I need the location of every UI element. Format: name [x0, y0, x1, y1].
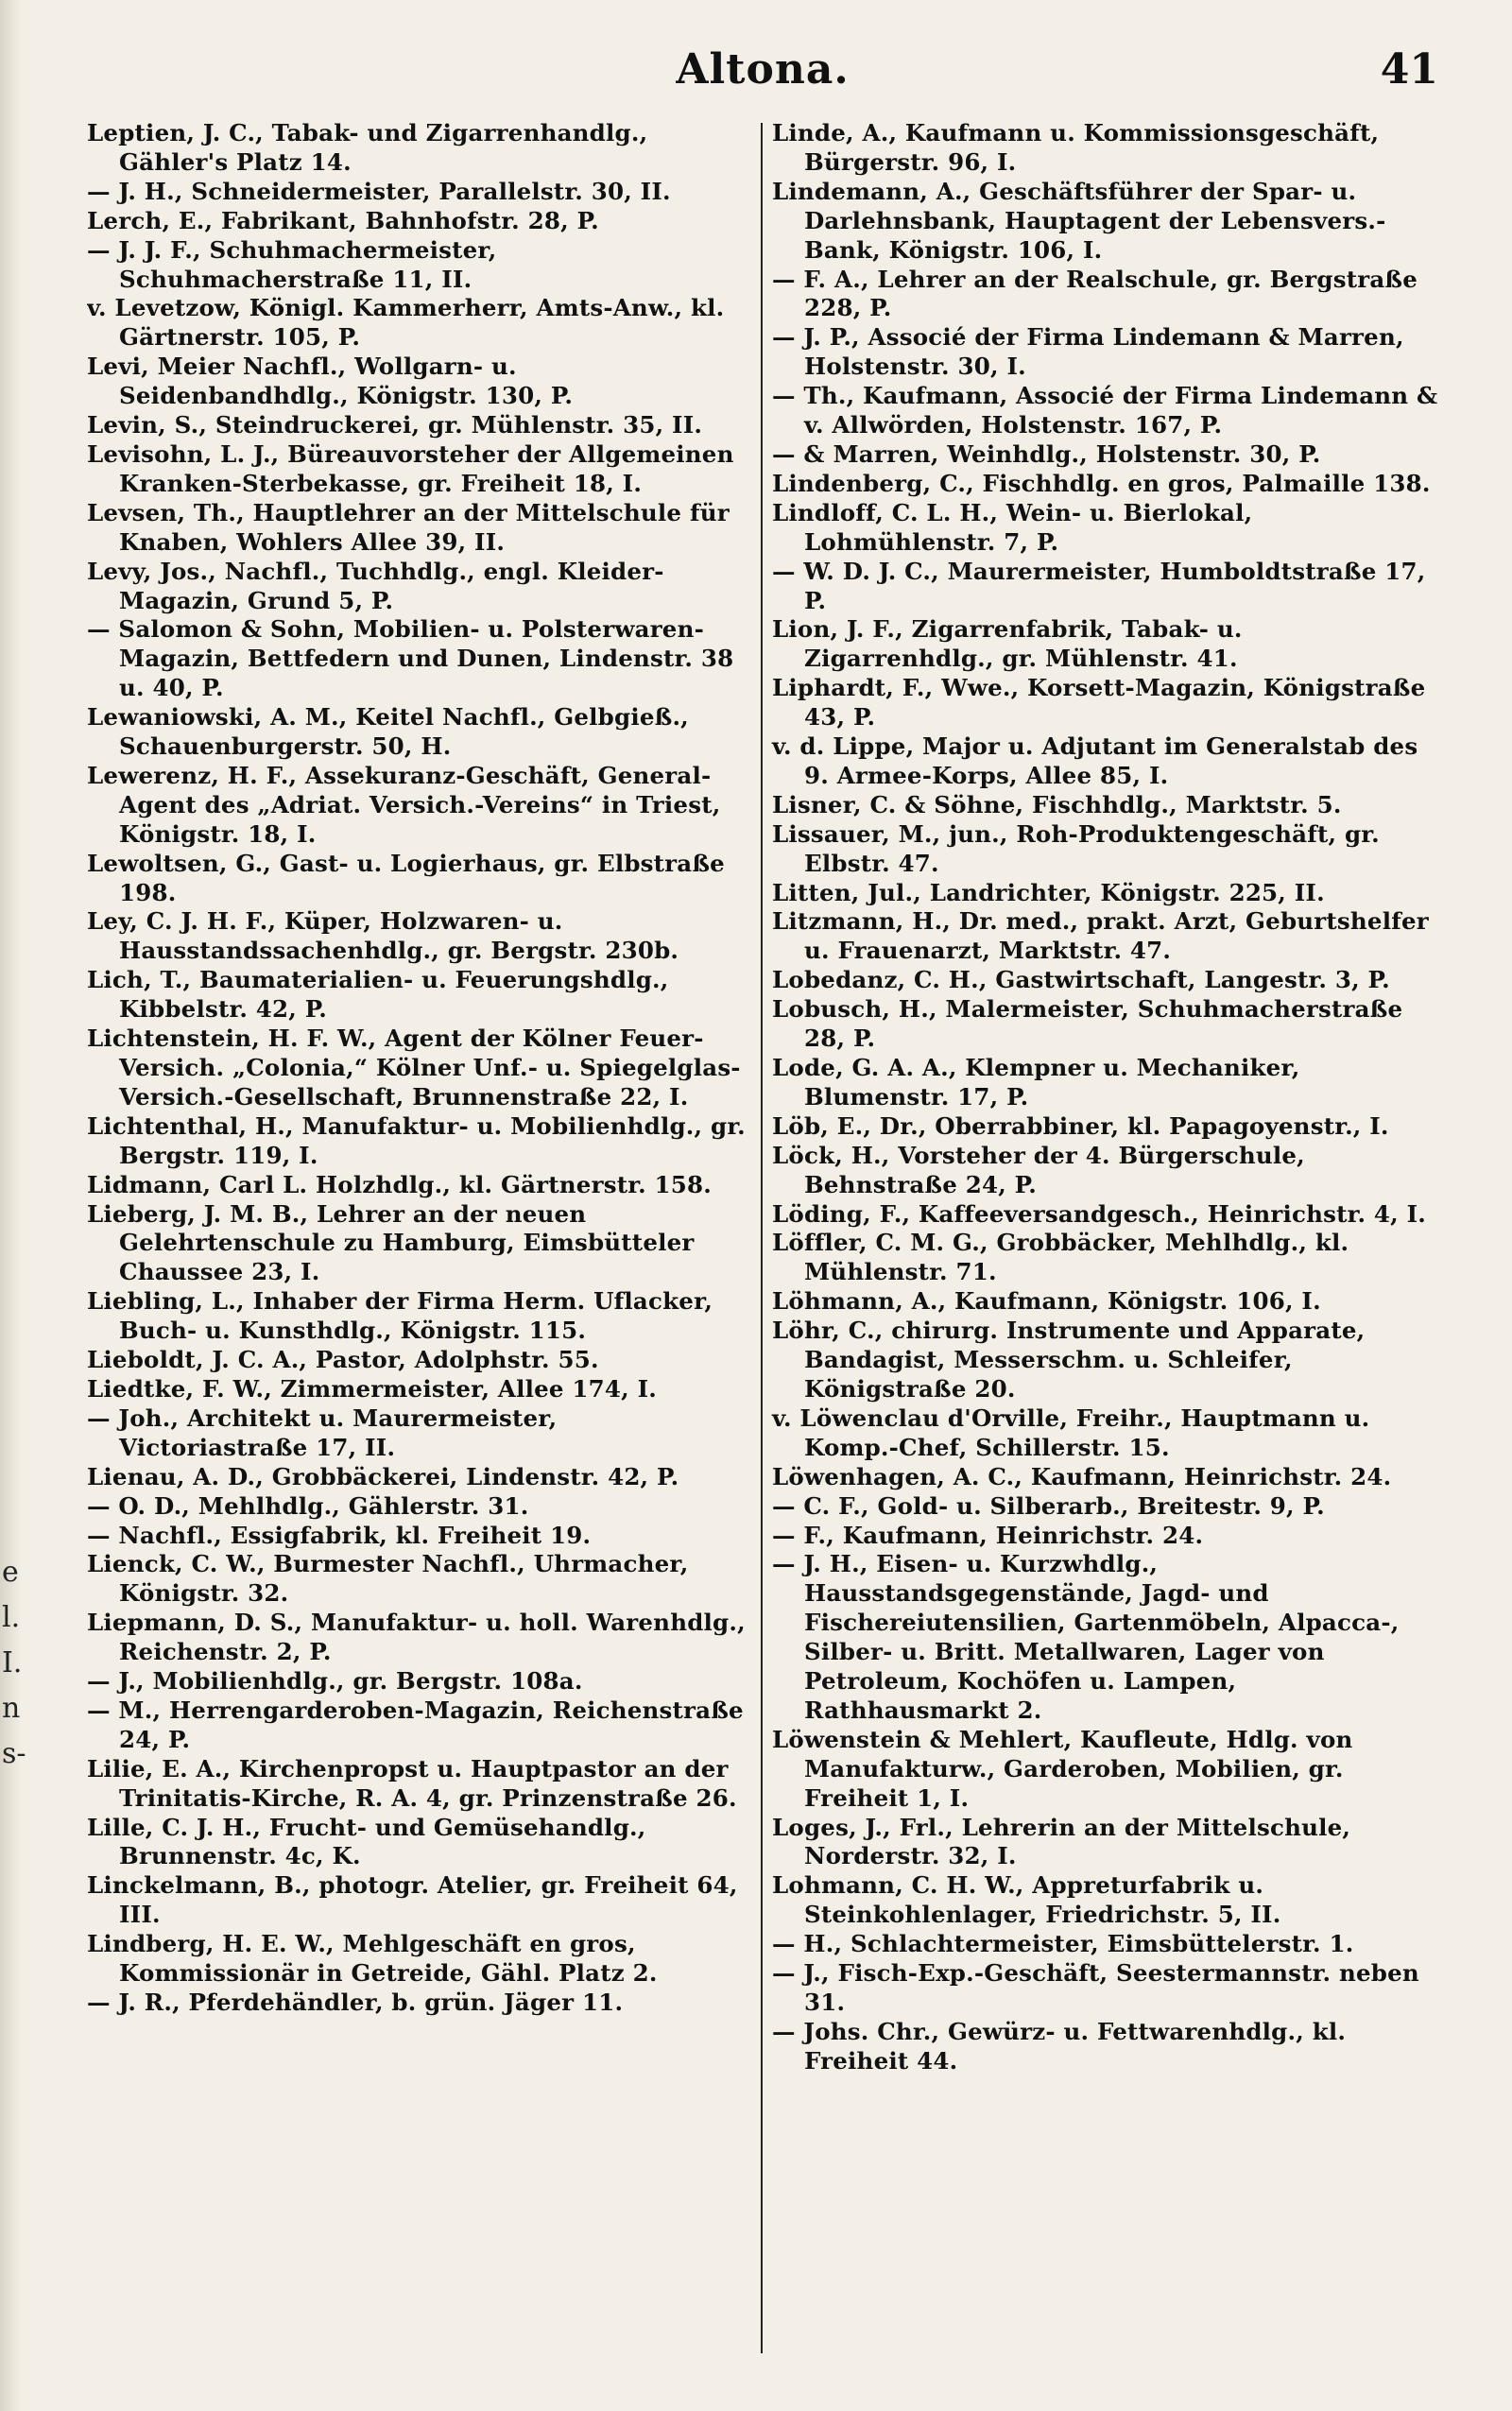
directory-entry: — & Marren, Weinhdlg., Holstenstr. 30, P.: [771, 439, 1321, 468]
directory-entry: — H., Schlachtermeister, Eimsbüttelerstr. 1.: [771, 1930, 1354, 1958]
directory-entry: v. Levetzow, Königl. Kammerherr, Amts-Anw., kl. Gärtnerstr. 105, P.: [87, 294, 725, 352]
directory-entry: Linckelmann, B., photogr. Atelier, gr. Freiheit 64, III.: [87, 1871, 738, 1929]
directory-entry: — J. H., Schneidermeister, Parallelstr. 30, II.: [87, 177, 671, 205]
directory-entry: Lohmann, C. H. W., Appreturfabrik u. Steinkohlenlager, Friedrichstr. 5, II.: [771, 1871, 1281, 1929]
directory-entry: Liedtke, F. W., Zimmermeister, Allee 174, I.: [87, 1374, 658, 1403]
margin-mark: l.: [2, 1601, 21, 1634]
directory-entry: Lilie, E. A., Kirchenpropst u. Hauptpastor an der Trinitatis-Kirche, R. A. 4, gr. Prinzenstraße 26.: [87, 1754, 737, 1812]
directory-entry: Lieboldt, J. C. A., Pastor, Adolphstr. 55.: [87, 1346, 599, 1374]
page-number: 41: [1380, 45, 1438, 94]
directory-entry: Lindenberg, C., Fischhdlg. en gros, Palmaille 138.: [771, 469, 1431, 497]
entry-columns: [87, 119, 1438, 2368]
directory-entry: Lissauer, M., jun., Roh-Produktengeschäft, gr. Elbstr. 47.: [771, 819, 1380, 877]
directory-entry: — W. D. J. C., Maurermeister, Humboldtstraße 17, P.: [771, 557, 1426, 614]
directory-entry: Löck, H., Vorsteher der 4. Bürgerschule, Behnstraße 24, P.: [771, 1141, 1305, 1198]
directory-entry: Lobedanz, C. H., Gastwirtschaft, Langestr. 3, P.: [771, 966, 1390, 994]
margin-mark: n: [2, 1692, 21, 1725]
directory-entry: Lindberg, H. E. W., Mehlgeschäft en gros, Kommissionär in Getreide, Gähl. Platz 2.: [87, 1930, 658, 1988]
directory-entry: Lieberg, J. M. B., Lehrer an der neuen Gelehrtenschule zu Hamburg, Eimsbütteler Chaussee 23, I.: [87, 1199, 695, 1286]
directory-entry: Löhr, C., chirurg. Instrumente und Apparate, Bandagist, Messerschm. u. Schleifer, Königstraße 20.: [771, 1317, 1366, 1403]
directory-entry: Lewerenz, H. F., Assekuranz-Geschäft, General-Agent des „Adriat. Versich.-Vereins“ in Triest, Königstr. 18, I.: [87, 761, 721, 848]
directory-entry: Liepmann, D. S., Manufaktur- u. holl. Warenhdlg., Reichenstr. 2, P.: [87, 1609, 746, 1666]
directory-entry: Ley, C. J. H. F., Küper, Holzwaren- u. Hausstandssachenhdlg., gr. Bergstr. 230b.: [87, 907, 679, 965]
directory-entry: Litten, Jul., Landrichter, Königstr. 225, II.: [771, 878, 1325, 906]
directory-entry: Lisner, C. & Söhne, Fischhdlg., Marktstr. 5.: [771, 790, 1342, 818]
directory-entry: Lobusch, H., Malermeister, Schuhmacherstraße 28, P.: [771, 995, 1403, 1053]
directory-entry: Levi, Meier Nachfl., Wollgarn- u. Seidenbandhdlg., Königstr. 130, P.: [87, 353, 574, 410]
directory-entry: — Salomon & Sohn, Mobilien- u. Polsterwaren-Magazin, Bettfedern und Dunen, Lindenstr. 38 u. 40, P.: [87, 615, 734, 702]
directory-entry: Löwenhagen, A. C., Kaufmann, Heinrichstr. 24.: [771, 1462, 1392, 1490]
directory-entry: Levy, Jos., Nachfl., Tuchhdlg., engl. Kleider-Magazin, Grund 5, P.: [87, 557, 664, 614]
directory-entry: — M., Herrengarderoben-Magazin, Reichenstraße 24, P.: [87, 1696, 744, 1753]
page-title: Altona.: [676, 45, 850, 94]
directory-entry: Litzmann, H., Dr. med., prakt. Arzt, Geburtshelfer u. Frauenarzt, Marktstr. 47.: [771, 907, 1429, 965]
directory-entry: v. Löwenclau d'Orville, Freihr., Hauptmann u. Komp.-Chef, Schillerstr. 15.: [771, 1404, 1370, 1461]
directory-entry: Liebling, L., Inhaber der Firma Herm. Uflacker, Buch- u. Kunsthdlg., Königstr. 115.: [87, 1287, 713, 1345]
page-header: [87, 38, 1438, 119]
directory-entry: — J., Mobilienhdlg., gr. Bergstr. 108a.: [87, 1667, 583, 1696]
directory-entry: Lich, T., Baumaterialien- u. Feuerungshdlg., Kibbelstr. 42, P.: [87, 966, 669, 1024]
margin-marks: [2, 1550, 26, 1777]
directory-entry: — J. J. F., Schuhmachermeister, Schuhmacherstraße 11, II.: [87, 235, 497, 293]
directory-entry: Lode, G. A. A., Klempner u. Mechaniker, Blumenstr. 17, P.: [771, 1054, 1300, 1111]
directory-entry: — J. P., Associé der Firma Lindemann & Marren, Holstenstr. 30, I.: [771, 323, 1404, 381]
margin-mark: s-: [2, 1737, 26, 1770]
directory-entry: Löb, E., Dr., Oberrabbiner, kl. Papagoyenstr., I.: [771, 1111, 1389, 1140]
directory-entry: Lion, J. F., Zigarrenfabrik, Tabak- u. Zigarrenhdlg., gr. Mühlenstr. 41.: [771, 615, 1243, 673]
directory-entry: — F., Kaufmann, Heinrichstr. 24.: [771, 1521, 1204, 1549]
directory-entry: — Th., Kaufmann, Associé der Firma Lindemann & v. Allwörden, Holstenstr. 167, P.: [771, 382, 1438, 439]
directory-entry: — C. F., Gold- u. Silberarb., Breitestr. 9, P.: [771, 1491, 1325, 1520]
directory-entry: Lewaniowski, A. M., Keitel Nachfl., Gelbgieß., Schauenburgerstr. 50, H.: [87, 703, 689, 761]
directory-entry: — O. D., Mehlhdlg., Gählerstr. 31.: [87, 1491, 529, 1520]
directory-entry: — F. A., Lehrer an der Realschule, gr. Bergstraße 228, P.: [771, 265, 1418, 322]
directory-entry: Löding, F., Kaffeeversandgesch., Heinrichstr. 4, I.: [771, 1199, 1427, 1228]
directory-entry: Leptien, J. C., Tabak- und Zigarrenhandlg., Gähler's Platz 14.: [87, 119, 648, 176]
directory-entry: Lienck, C. W., Burmester Nachfl., Uhrmacher, Königstr. 32.: [87, 1550, 689, 1608]
directory-entry: Löhmann, A., Kaufmann, Königstr. 106, I.: [771, 1287, 1321, 1316]
directory-entry: Lindloff, C. L. H., Wein- u. Bierlokal, Lohmühlenstr. 7, P.: [771, 498, 1253, 556]
directory-entry: Levsen, Th., Hauptlehrer an der Mittelschule für Knaben, Wohlers Allee 39, II.: [87, 498, 730, 556]
directory-page: [87, 38, 1438, 2382]
directory-entry: — Johs. Chr., Gewürz- u. Fettwarenhdlg., kl. Freiheit 44.: [771, 2017, 1347, 2075]
directory-entry: Linde, A., Kaufmann u. Kommissionsgeschäft, Bürgerstr. 96, I.: [771, 119, 1380, 176]
directory-entry: — Joh., Architekt u. Maurermeister, Victoriastraße 17, II.: [87, 1404, 558, 1461]
directory-entry: Lidmann, Carl L. Holzhdlg., kl. Gärtnerstr. 158.: [87, 1170, 713, 1198]
directory-entry: Lindemann, A., Geschäftsführer der Spar- u. Darlehnsbank, Hauptagent der Lebensvers.-Bank, Königstr. 106, I.: [771, 177, 1386, 264]
directory-entry: Lewoltsen, G., Gast- u. Logierhaus, gr. Elbstraße 198.: [87, 849, 725, 906]
directory-entry: — J. R., Pferdehändler, b. grün. Jäger 11.: [87, 1989, 624, 2016]
directory-entry: Levin, S., Steindruckerei, gr. Mühlenstr. 35, II.: [87, 411, 703, 439]
directory-entry: Levisohn, L. J., Büreauvorsteher der Allgemeinen Kranken-Sterbekasse, gr. Freiheit 18, I.: [87, 439, 734, 497]
right-column: [763, 119, 1438, 2368]
directory-entry: Lichtenstein, H. F. W., Agent der Kölner Feuer-Versich. „Colonia,“ Kölner Unf.- u. Spiegelglas-Versich.-Gesellschaft, Brunnenstraße 22, I.: [87, 1025, 741, 1111]
page-gutter: [0, 0, 26, 2411]
directory-entry: Lienau, A. D., Grobbäckerei, Lindenstr. 42, P.: [87, 1462, 679, 1490]
directory-entry: Loges, J., Frl., Lehrerin an der Mittelschule, Norderstr. 32, I.: [771, 1813, 1351, 1870]
directory-entry: — Nachfl., Essigfabrik, kl. Freiheit 19.: [87, 1521, 592, 1549]
directory-entry: Löwenstein & Mehlert, Kaufleute, Hdlg. von Manufakturw., Garderoben, Mobilien, gr. Freiheit 1, I.: [771, 1725, 1353, 1812]
directory-entry: — J., Fisch-Exp.-Geschäft, Seestermannstr. neben 31.: [771, 1959, 1419, 2016]
directory-entry: — J. H., Eisen- u. Kurzwhdlg., Hausstandsgegenstände, Jagd- und Fischereiutensilien, Gartenmöbeln, Alpacca-, Silber- u. Britt. Metallwaren, Lager von Petroleum, Kochöfen u. Lampen, Rathhausmarkt 2.: [771, 1550, 1400, 1724]
directory-entry: Lille, C. J. H., Frucht- und Gemüsehandlg., Brunnenstr. 4c, K.: [87, 1813, 646, 1870]
left-column: [87, 119, 761, 2368]
margin-mark: e: [2, 1556, 19, 1589]
directory-entry: Lerch, E., Fabrikant, Bahnhofstr. 28, P.: [87, 206, 599, 234]
directory-entry: Lichtenthal, H., Manufaktur- u. Mobilienhdlg., gr. Bergstr. 119, I.: [87, 1111, 746, 1169]
margin-mark: I.: [2, 1646, 23, 1679]
directory-entry: Löffler, C. M. G., Grobbäcker, Mehlhdlg., kl. Mühlenstr. 71.: [771, 1229, 1349, 1286]
directory-entry: Liphardt, F., Wwe., Korsett-Magazin, Königstraße 43, P.: [771, 674, 1426, 732]
directory-entry: v. d. Lippe, Major u. Adjutant im Generalstab des 9. Armee-Korps, Allee 85, I.: [771, 732, 1418, 789]
